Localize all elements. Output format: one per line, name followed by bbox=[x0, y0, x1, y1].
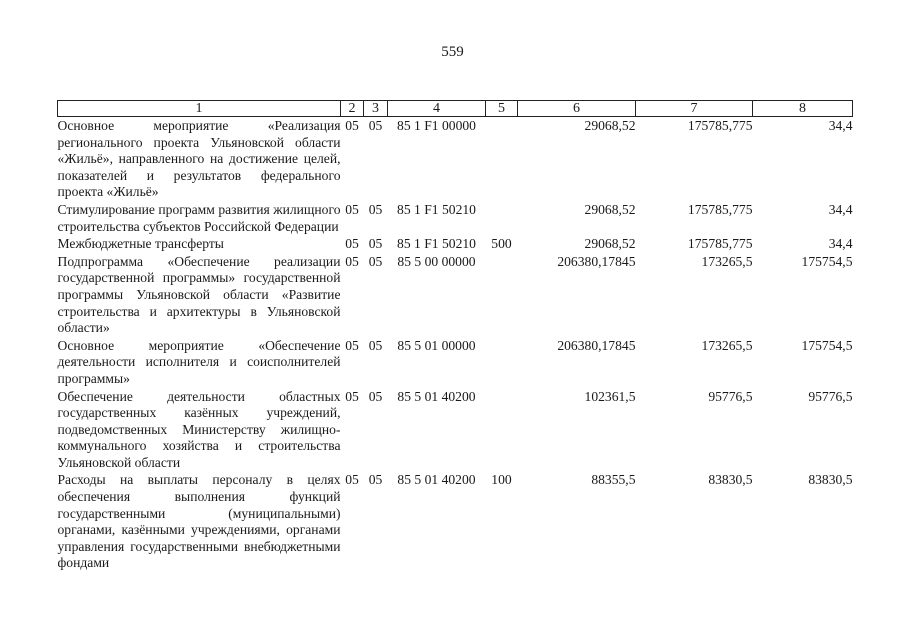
table-row bbox=[58, 117, 853, 201]
subsection-code: 05 bbox=[368, 253, 383, 269]
expense-type-code bbox=[486, 337, 518, 388]
table-row bbox=[58, 337, 853, 388]
row-name: Стимулирование программ развития жилищного строительства субъектов Российской Федерации bbox=[57, 201, 341, 234]
expense-type-code bbox=[486, 201, 518, 235]
row-name: Расходы на выплаты персоналу в целях обеспечения выполнения функций государственными (муниципальными) органами, казёнными учреждениями, органами управления государственными внебюджетными фондами bbox=[57, 472, 341, 571]
amount-col8: 95776,5 bbox=[808, 388, 853, 404]
table-row bbox=[58, 235, 853, 253]
column-header-4: 4 bbox=[388, 101, 486, 117]
expense-type-code bbox=[486, 253, 518, 337]
column-header-8: 8 bbox=[753, 101, 853, 117]
column-header-5: 5 bbox=[486, 101, 518, 117]
section-code: 05 bbox=[345, 337, 359, 353]
row-name: Подпрограмма «Обеспечение реализации государственной программы» государственной программы Ульяновской области «Развитие строительства и архитектуры в Ульяновской области» bbox=[57, 253, 341, 336]
amount-col7: 175785,775 bbox=[687, 201, 753, 217]
table-body bbox=[58, 117, 853, 573]
section-code: 05 bbox=[345, 388, 359, 404]
header-row bbox=[58, 101, 853, 117]
expense-type-code bbox=[486, 117, 518, 201]
expense-type-code bbox=[486, 388, 518, 472]
target-article-code: 85 1 F1 50210 bbox=[397, 201, 476, 217]
table-row bbox=[58, 471, 853, 572]
section-code: 05 bbox=[345, 253, 359, 269]
row-name: Обеспечение деятельности областных государственных казённых учреждений, подведомственных Министерству жилищно-коммунального хозяйства и строительства Ульяновской области bbox=[57, 388, 341, 470]
column-header-7: 7 bbox=[636, 101, 753, 117]
amount-col8: 34,4 bbox=[828, 236, 853, 252]
amount-col6: 29068,52 bbox=[584, 236, 636, 252]
amount-col6: 206380,17845 bbox=[557, 253, 636, 269]
row-name: Межбюджетные трансферты bbox=[57, 236, 224, 252]
column-header-1: 1 bbox=[58, 101, 341, 117]
section-code: 05 bbox=[345, 236, 359, 252]
target-article-code: 85 5 01 40200 bbox=[397, 472, 476, 488]
column-header-3: 3 bbox=[364, 101, 388, 117]
amount-col7: 175785,775 bbox=[687, 118, 753, 133]
subsection-code: 05 bbox=[368, 236, 383, 252]
target-article-code: 85 1 F1 50210 bbox=[397, 236, 476, 252]
expense-type-code: 500 bbox=[491, 236, 512, 252]
subsection-code: 05 bbox=[368, 118, 383, 133]
section-code: 05 bbox=[345, 118, 359, 133]
amount-col6: 102361,5 bbox=[584, 388, 636, 404]
amount-col8: 34,4 bbox=[828, 201, 853, 217]
table-row bbox=[58, 201, 853, 235]
amount-col6: 29068,52 bbox=[584, 201, 636, 217]
target-article-code: 85 1 F1 00000 bbox=[397, 118, 476, 133]
table-header bbox=[58, 101, 853, 117]
amount-col6: 206380,17845 bbox=[557, 337, 636, 353]
table-row bbox=[58, 388, 853, 472]
section-code: 05 bbox=[345, 472, 359, 488]
amount-col8: 83830,5 bbox=[808, 472, 853, 488]
expense-type-code: 100 bbox=[491, 472, 512, 488]
budget-table bbox=[57, 100, 853, 572]
target-article-code: 85 5 01 40200 bbox=[397, 388, 476, 404]
page-number: 559 bbox=[441, 44, 464, 60]
column-header-6: 6 bbox=[518, 101, 636, 117]
subsection-code: 05 bbox=[368, 388, 383, 404]
target-article-code: 85 5 01 00000 bbox=[397, 337, 476, 353]
amount-col6: 29068,52 bbox=[584, 118, 636, 133]
subsection-code: 05 bbox=[368, 337, 383, 353]
table-row bbox=[58, 253, 853, 337]
section-code: 05 bbox=[345, 201, 359, 217]
subsection-code: 05 bbox=[368, 201, 383, 217]
target-article-code: 85 5 00 00000 bbox=[397, 253, 476, 269]
amount-col6: 88355,5 bbox=[591, 472, 636, 488]
amount-col7: 173265,5 bbox=[701, 337, 753, 353]
amount-col7: 95776,5 bbox=[708, 388, 753, 404]
amount-col8: 175754,5 bbox=[801, 253, 853, 269]
amount-col7: 83830,5 bbox=[708, 472, 753, 488]
amount-col7: 175785,775 bbox=[687, 236, 753, 252]
subsection-code: 05 bbox=[368, 472, 383, 488]
amount-col8: 175754,5 bbox=[801, 337, 853, 353]
amount-col7: 173265,5 bbox=[701, 253, 753, 269]
column-header-2: 2 bbox=[341, 101, 364, 117]
row-name: Основное мероприятие «Обеспечение деятельности исполнителя и соисполнителей программы» bbox=[57, 337, 341, 386]
row-name: Основное мероприятие «Реализация регионального проекта Ульяновской области «Жильё», направленного на достижение целей, показателей и результатов федерального проекта «Жильё» bbox=[57, 118, 341, 200]
amount-col8: 34,4 bbox=[828, 118, 853, 133]
